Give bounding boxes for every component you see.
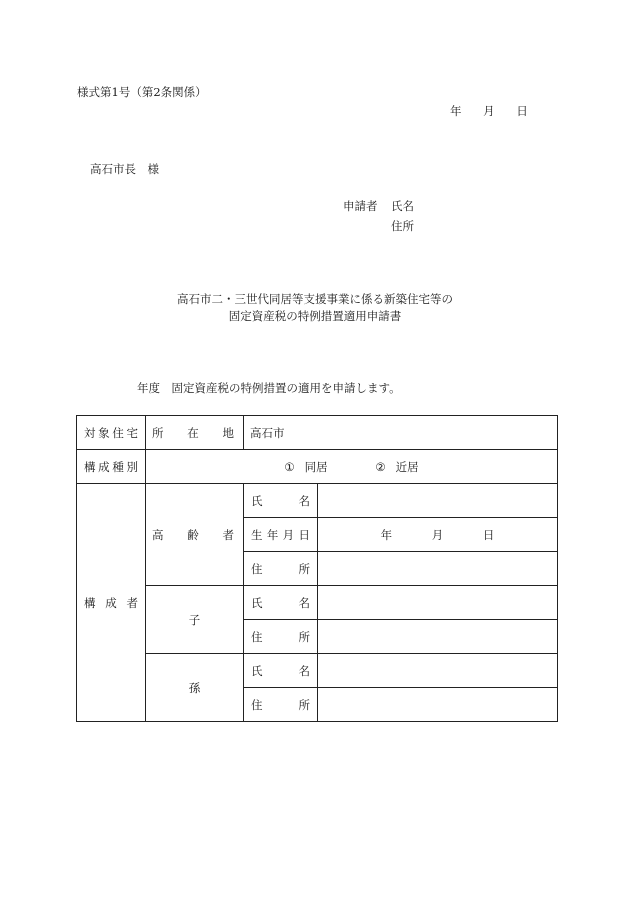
child-address-field[interactable] xyxy=(318,620,558,654)
row-grandchild-name xyxy=(77,654,558,688)
child-name-label-text: 氏 名 xyxy=(251,595,310,610)
option1-mark: ① xyxy=(284,459,295,474)
location-label xyxy=(146,416,244,450)
date-year-label: 年 xyxy=(450,104,462,118)
row-target-house xyxy=(77,416,558,450)
type-label-text: 構 成 種 別 xyxy=(84,459,138,474)
members-label xyxy=(77,484,146,722)
addressee: 高石市長 様 xyxy=(90,162,159,176)
submission-date xyxy=(450,103,546,119)
members-label-text: 構 成 者 xyxy=(84,595,138,610)
grandchild-address-label-text: 住 所 xyxy=(251,697,310,712)
elderly-address-field[interactable] xyxy=(318,552,558,586)
elderly-name-label-text: 氏 名 xyxy=(251,493,310,508)
grandchild-address-label xyxy=(244,688,318,722)
target-house-label xyxy=(77,416,146,450)
document-title-line2: 固定資産税の特例措置適用申請書 xyxy=(228,309,402,323)
birth-month-label: 月 xyxy=(431,527,444,542)
elderly-name-field[interactable] xyxy=(318,484,558,518)
grandchild-address-field[interactable] xyxy=(318,688,558,722)
elderly-label xyxy=(146,484,244,586)
grandchild-label-text: 孫 xyxy=(188,680,201,695)
option1-label: 同居 xyxy=(304,459,328,474)
date-month-label: 月 xyxy=(483,104,495,118)
row-child-name xyxy=(77,586,558,620)
child-label xyxy=(146,586,244,654)
application-statement: 年度 固定資産税の特例措置の適用を申請します。 xyxy=(137,381,401,395)
location-value: 高石市 xyxy=(250,425,285,440)
applicant-address-label: 住所 xyxy=(391,219,414,233)
elderly-birthdate-field[interactable] xyxy=(318,518,558,552)
child-address-label xyxy=(244,620,318,654)
elderly-label-text: 高 齢 者 xyxy=(152,527,234,542)
location-label-text: 所 在 地 xyxy=(152,425,234,440)
option2-mark: ② xyxy=(375,459,386,474)
date-day-label: 日 xyxy=(516,104,528,118)
target-house-text: 対 象 住 宅 xyxy=(84,425,138,440)
option2-label: 近居 xyxy=(395,459,419,474)
option-cohabitation[interactable] xyxy=(284,459,327,475)
child-name-label xyxy=(244,586,318,620)
row-composition-type xyxy=(77,450,558,484)
elderly-birthdate-label-text: 生 年 月 日 xyxy=(251,527,310,542)
applicant-name-label: 氏名 xyxy=(391,199,414,213)
child-label-text: 子 xyxy=(188,612,201,627)
row-elderly-name xyxy=(77,484,558,518)
elderly-name-label xyxy=(244,484,318,518)
document-title-line1: 高石市二・三世代同居等支援事業に係る新築住宅等の xyxy=(177,292,453,306)
child-address-label-text: 住 所 xyxy=(251,629,310,644)
applicant-label: 申請者 xyxy=(343,199,378,213)
location-value-cell[interactable] xyxy=(244,416,558,450)
grandchild-name-field[interactable] xyxy=(318,654,558,688)
type-options xyxy=(146,450,558,484)
elderly-birthdate-label xyxy=(244,518,318,552)
type-label xyxy=(77,450,146,484)
grandchild-name-label xyxy=(244,654,318,688)
grandchild-label xyxy=(146,654,244,722)
elderly-address-label-text: 住 所 xyxy=(251,561,310,576)
application-table xyxy=(76,415,558,722)
birth-year-label: 年 xyxy=(380,527,393,542)
elderly-address-label xyxy=(244,552,318,586)
option-nearby[interactable] xyxy=(375,459,418,475)
child-name-field[interactable] xyxy=(318,586,558,620)
form-number: 様式第1号（第2条関係） xyxy=(77,85,207,99)
birth-day-label: 日 xyxy=(482,527,495,542)
grandchild-name-label-text: 氏 名 xyxy=(251,663,310,678)
